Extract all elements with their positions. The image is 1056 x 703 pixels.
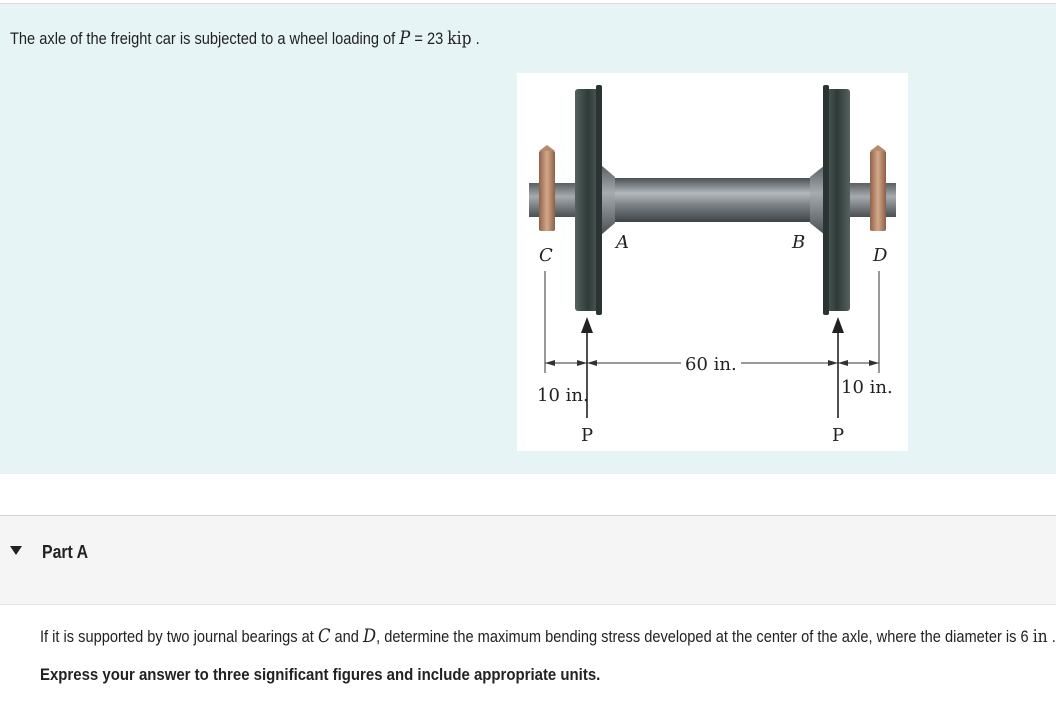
label-a: A [616, 232, 629, 253]
unit-in: in [1032, 626, 1048, 647]
problem-statement [10, 27, 480, 49]
answer-instruction: Express your answer to three significant figures and include appropriate units. [40, 665, 601, 684]
load-left-label: P [581, 425, 594, 446]
load-right-label: P [832, 425, 845, 446]
problem-statement-panel [0, 3, 1056, 474]
dim-arrow-right-p-b [838, 360, 848, 366]
dim-center-label: 60 in. [685, 354, 737, 375]
part-a-title[interactable]: Part A [42, 542, 89, 562]
left-bearing-top [539, 145, 555, 151]
question-prefix: If it is supported by two journal bearings at [40, 627, 318, 646]
problem-text-prefix: The axle of the freight car is subjected to a wheel loading of [10, 29, 400, 48]
problem-suffix: . [471, 29, 480, 48]
label-d: D [873, 245, 888, 266]
dim-right-label: 10 in. [841, 377, 893, 398]
label-c: C [539, 245, 553, 266]
load-arrow-left-head [581, 317, 593, 333]
variable-c: C [317, 625, 331, 647]
equals-value: = 23 [410, 29, 448, 48]
question-and: and [330, 627, 363, 646]
question-mid: , determine the maximum bending stress developed at the center of the axle, where the diameter is 6 [376, 627, 1033, 646]
variable-p: P [399, 27, 411, 49]
dim-left-label: 10 in. [537, 385, 589, 406]
axle-shaft [612, 178, 812, 222]
load-arrow-right-head [832, 317, 844, 333]
axle-diagram [517, 73, 908, 451]
axle-figure [517, 73, 908, 451]
right-bearing-top [870, 145, 886, 151]
variable-d: D [362, 625, 377, 647]
question-suffix: . [1047, 627, 1056, 646]
dim-arrow-d [869, 360, 879, 366]
dim-arrow-right-p-a [828, 360, 838, 366]
left-hub [601, 165, 615, 235]
right-bearing [870, 151, 886, 231]
left-wheel-rim [596, 85, 602, 315]
part-a-question [40, 625, 1056, 647]
caret-down-icon[interactable] [10, 546, 22, 555]
unit-kip: kip [447, 28, 472, 49]
dim-arrow-c [545, 360, 555, 366]
part-a-header[interactable] [0, 516, 1056, 605]
label-b: B [792, 232, 806, 253]
dim-arrow-left-p-a [577, 360, 587, 366]
left-bearing [539, 151, 555, 231]
right-hub [810, 165, 825, 235]
right-wheel-rim [823, 85, 829, 315]
dim-arrow-left-p-b [587, 360, 597, 366]
